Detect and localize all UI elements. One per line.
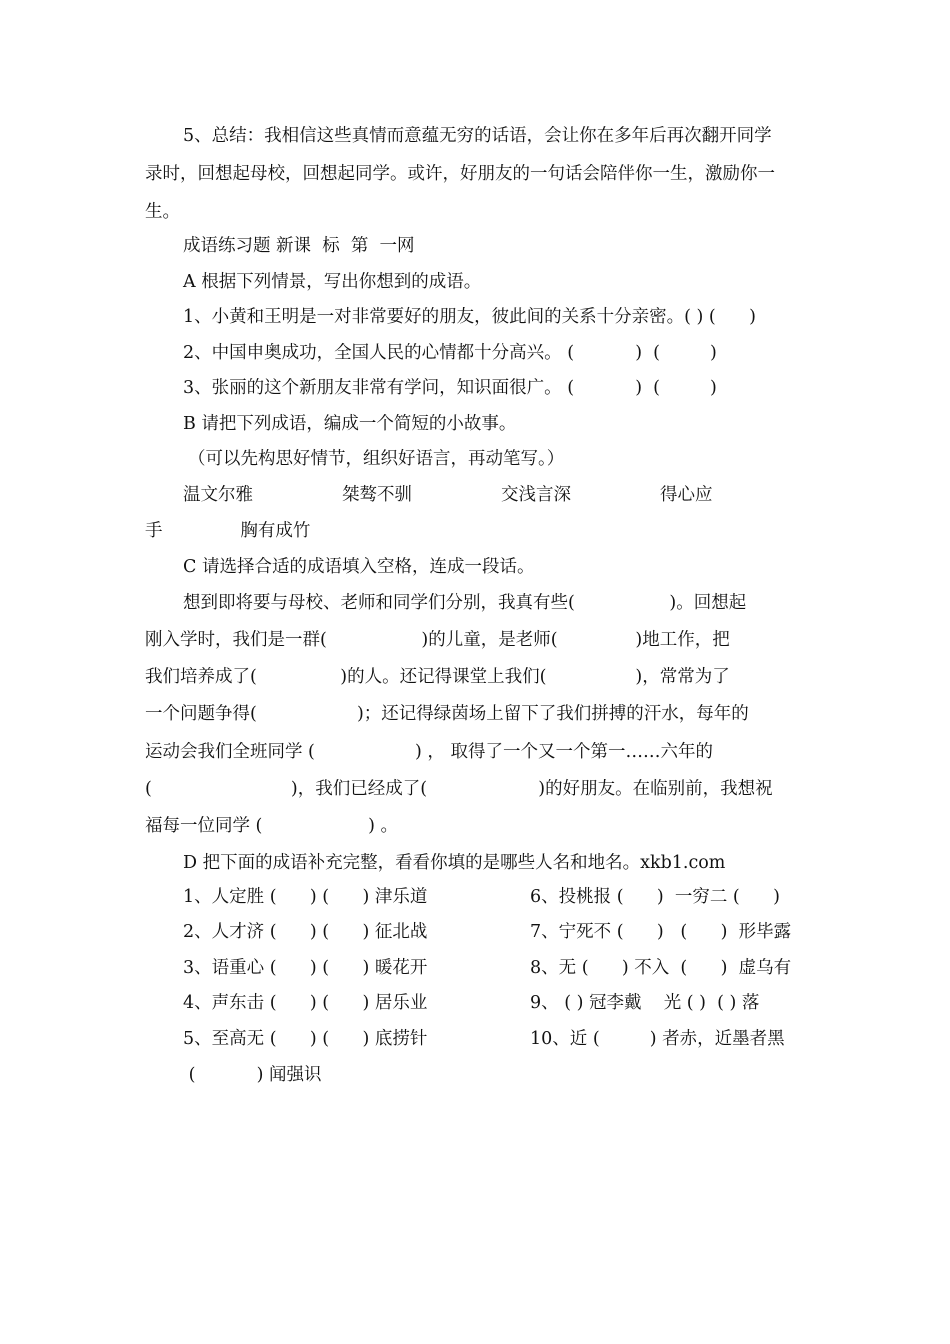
section-c-line-1: 想到即将要与母校、老师和同学们分别，我真有些( )。回想起 <box>183 593 747 613</box>
section-d-row-1-right: 6、投桃报 ( ) 一穷二 ( ) <box>530 887 780 907</box>
section-c-line-6: ( )，我们已经成了( )的好朋友。在临别前，我想祝 <box>145 779 773 799</box>
section-d-row-2-right: 7、宁死不 ( ) ( ) 形毕露 <box>530 922 792 942</box>
page-title: 成语练习题 新课 标 第 一网 <box>183 236 415 256</box>
section-d-row-3-left: 3、语重心 ( ) ( ) 暖花开 <box>183 958 428 978</box>
section-a-heading: A 根据下列情景，写出你想到的成语。 <box>183 272 482 292</box>
section-d-heading: D 把下面的成语补充完整，看看你填的是哪些人名和地名。xkb1.com <box>183 853 726 873</box>
section-d-row-3-right: 8、无 ( ) 不入 ( ) 虚乌有 <box>530 958 792 978</box>
section-c-line-3: 我们培养成了( )的人。还记得课堂上我们( )，常常为了 <box>145 667 730 687</box>
section-d-row-5-right: 10、近 ( ) 者赤，近墨者黑 <box>530 1029 785 1049</box>
section-d-row-4-right: 9、 ( ) 冠李戴 光 ( ) ( ) 落 <box>530 993 760 1013</box>
section-d-row-5-left: 5、至高无 ( ) ( ) 底捞针 <box>183 1029 428 1049</box>
section-a-item-3: 3、张丽的这个新朋友非常有学问，知识面很广。 ( ) ( ) <box>183 378 717 398</box>
section-c-heading: C 请选择合适的成语填入空格，连成一段话。 <box>183 557 535 577</box>
section-c-line-7: 福每一位同学 ( ) 。 <box>145 816 398 836</box>
section-b-note: （可以先构思好情节，组织好语言，再动笔写。） <box>188 449 565 469</box>
section-a-item-2: 2、中国申奥成功，全国人民的心情都十分高兴。 ( ) ( ) <box>183 343 717 363</box>
summary-line-1: 5、总结：我相信这些真情而意蕴无穷的话语，会让你在多年后再次翻开同学 <box>183 126 772 146</box>
section-c-line-2: 刚入学时，我们是一群( )的儿童，是老师( )地工作，把 <box>145 630 730 650</box>
section-b-heading: B 请把下列成语，编成一个简短的小故事。 <box>183 414 517 434</box>
section-d-row-1-left: 1、人定胜 ( ) ( ) 津乐道 <box>183 887 428 907</box>
section-c-line-5: 运动会我们全班同学 ( ) ， 取得了一个又一个第一……六年的 <box>145 742 713 762</box>
section-d-row-2-left: 2、人才济 ( ) ( ) 征北战 <box>183 922 428 942</box>
section-b-words-line-2: 手 胸有成竹 <box>145 521 311 541</box>
section-d-last-line: ( ) 闻强识 <box>183 1065 322 1085</box>
section-d-row-4-left: 4、声东击 ( ) ( ) 居乐业 <box>183 993 428 1013</box>
summary-line-3: 生。 <box>145 202 180 222</box>
section-a-item-1: 1、小黄和王明是一对非常要好的朋友，彼此间的关系十分亲密。( ) ( ) <box>183 307 756 327</box>
section-b-words-line-1: 温文尔雅 桀骜不驯 交浅言深 得心应 <box>183 485 713 505</box>
summary-line-2: 录时，回想起母校，回想起同学。或许，好朋友的一句话会陪伴你一生，激励你一 <box>145 164 775 184</box>
section-c-line-4: 一个问题争得( )；还记得绿茵场上留下了我们拼搏的汗水，每年的 <box>145 704 749 724</box>
